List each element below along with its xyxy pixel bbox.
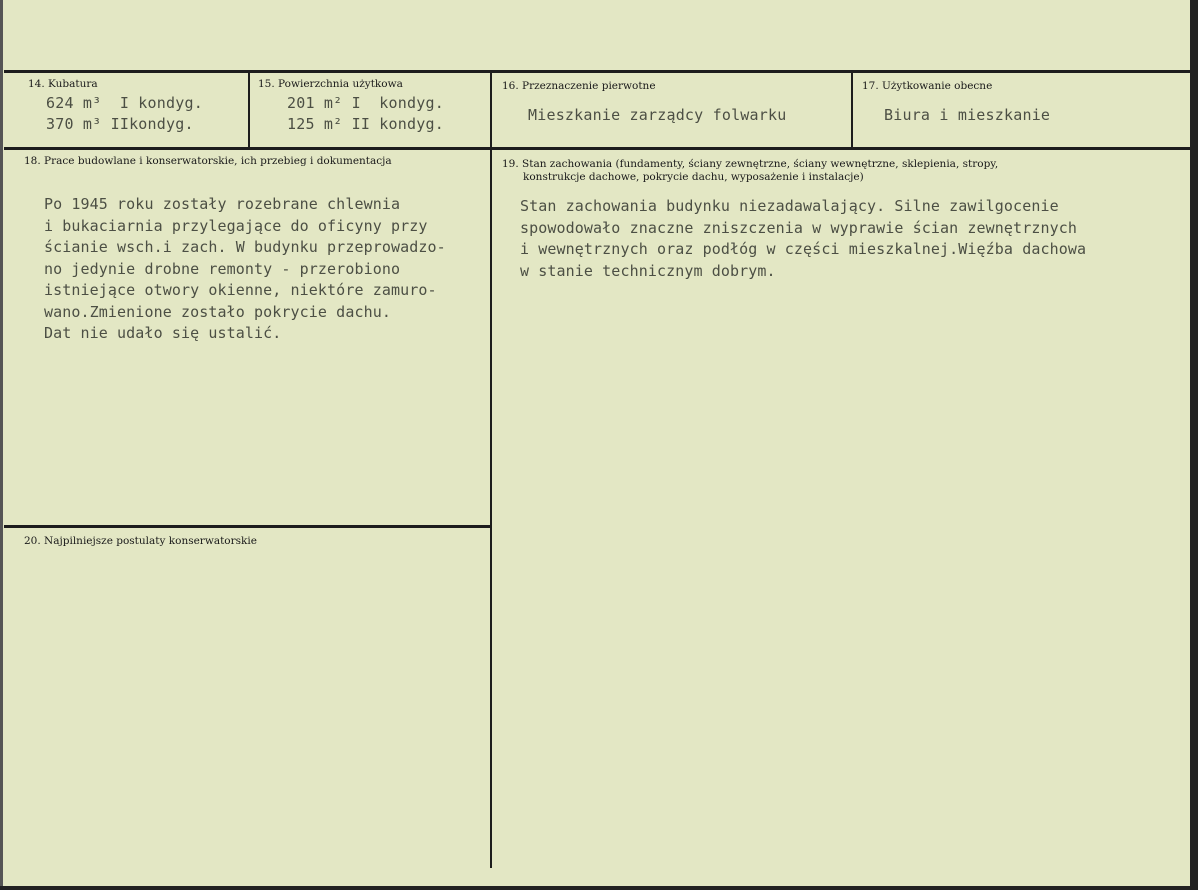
top-rule xyxy=(4,70,1194,73)
section-18-bottom-rule xyxy=(4,525,490,528)
divider-15-16 xyxy=(490,70,492,868)
card-right-edge xyxy=(1190,0,1198,890)
field-19-label-line-1: 19. Stan zachowania (fundamenty, ściany zewnętrzne, ściany wewnętrzne, sklepienia, stropy, xyxy=(502,158,999,170)
field-18-line: Po 1945 roku zostały rozebrane chlewnia xyxy=(44,195,401,213)
field-19-line: i wewnętrznych oraz podłóg w części mieszkalnej.Więźba dachowa xyxy=(520,240,1087,258)
divider-16-17 xyxy=(851,70,853,148)
field-16-value: Mieszkanie zarządcy folwarku xyxy=(528,106,787,124)
field-17-value: Biura i mieszkanie xyxy=(884,106,1051,124)
field-18-label: 18. Prace budowlane i konserwatorskie, ich przebieg i dokumentacja xyxy=(24,155,392,167)
field-20-label: 20. Najpilniejsze postulaty konserwatorskie xyxy=(24,535,257,547)
field-18-line: ścianie wsch.i zach. W budynku przeprowadzo- xyxy=(44,238,446,256)
field-18-line: i bukaciarnia przylegające do oficyny przy xyxy=(44,216,428,235)
field-18-line: no jedynie drobne remonty - przerobiono xyxy=(44,259,401,278)
field-18-line: Dat nie udało się ustalić. xyxy=(44,324,282,342)
field-18-line: istniejące otwory okienne, niektóre zamuro- xyxy=(44,281,437,299)
field-19-line: w stanie technicznym dobrym. xyxy=(520,261,776,280)
field-14-line-1: 624 m³ I kondyg. xyxy=(46,94,203,112)
field-19-line: spowodowało znaczne zniszczenia w wyprawie ścian zewnętrznych xyxy=(520,218,1077,237)
field-15-line-2: 125 m² II kondyg. xyxy=(287,115,444,133)
field-17-label: 17. Użytkowanie obecne xyxy=(862,80,993,92)
field-19-text xyxy=(520,196,1086,282)
field-18-text xyxy=(44,194,446,345)
field-15-line-1: 201 m² I kondyg. xyxy=(287,94,444,112)
field-16-label: 16. Przeznaczenie pierwotne xyxy=(502,80,656,92)
field-19-line: Stan zachowania budynku niezadawalający. Silne zawilgocenie xyxy=(520,197,1059,215)
card-bottom-edge xyxy=(0,886,1198,890)
field-14-line-2: 370 m³ IIkondyg. xyxy=(46,115,194,133)
field-14-label: 14. Kubatura xyxy=(28,78,98,90)
field-18-line: wano.Zmienione zostało pokrycie dachu. xyxy=(44,302,391,321)
card-left-edge xyxy=(0,0,3,890)
row1-bottom-rule xyxy=(4,147,1194,150)
divider-14-15 xyxy=(248,70,250,148)
field-15-label: 15. Powierzchnia użytkowa xyxy=(258,78,403,90)
field-19-label-line-2: konstrukcje dachowe, pokrycie dachu, wyposażenie i instalacje) xyxy=(523,171,864,183)
